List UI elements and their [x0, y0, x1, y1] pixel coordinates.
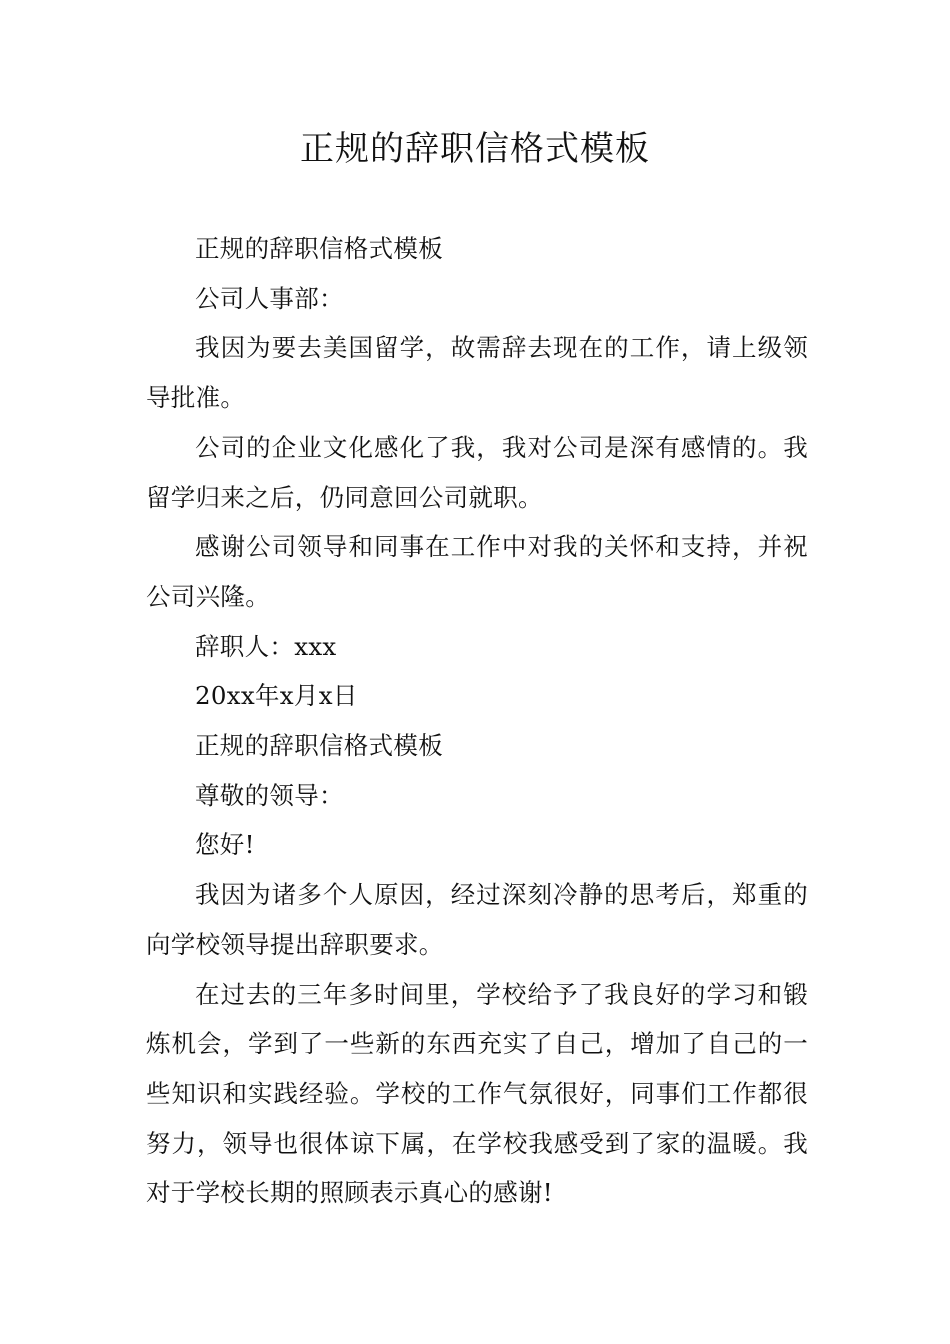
- paragraph-signature: 辞职人：xxx: [195, 631, 337, 661]
- paragraph: 公司的企业文化感化了我，我对公司是深有感情的。我留学归来之后，仍同意回公司就职。: [146, 432, 808, 512]
- document-title: 正规的辞职信格式模板: [300, 129, 650, 169]
- paragraph: 感谢公司领导和同事在工作中对我的关怀和支持，并祝公司兴隆。: [146, 532, 808, 611]
- paragraph-recipient: 尊敬的领导：: [195, 780, 344, 810]
- paragraph: 我因为要去美国留学，故需辞去现在的工作，请上级领导批准。: [146, 333, 808, 413]
- paragraph: 在过去的三年多时间里，学校给予了我良好的学习和锻炼机会，学到了一些新的东西充实了自己，增加了自己的一些知识和实践经验。学校的工作气氛很好，同事们工作都很努力，领导也很体谅下属，在学校我感受到了家的温暖。我对于学校长期的照顾表示真心的感谢!: [146, 979, 808, 1208]
- paragraph-heading: 正规的辞职信格式模板: [195, 234, 443, 263]
- paragraph-heading: 正规的辞职信格式模板: [195, 731, 443, 761]
- paragraph-recipient: 公司人事部：: [195, 283, 344, 313]
- paragraph-date: 20xx年x月x日: [195, 681, 358, 711]
- paragraph: 我因为诸多个人原因，经过深刻冷静的思考后，郑重的向学校领导提出辞职要求。: [146, 880, 808, 959]
- paragraph-greeting: 您好!: [195, 830, 255, 860]
- document-body: [146, 224, 808, 1218]
